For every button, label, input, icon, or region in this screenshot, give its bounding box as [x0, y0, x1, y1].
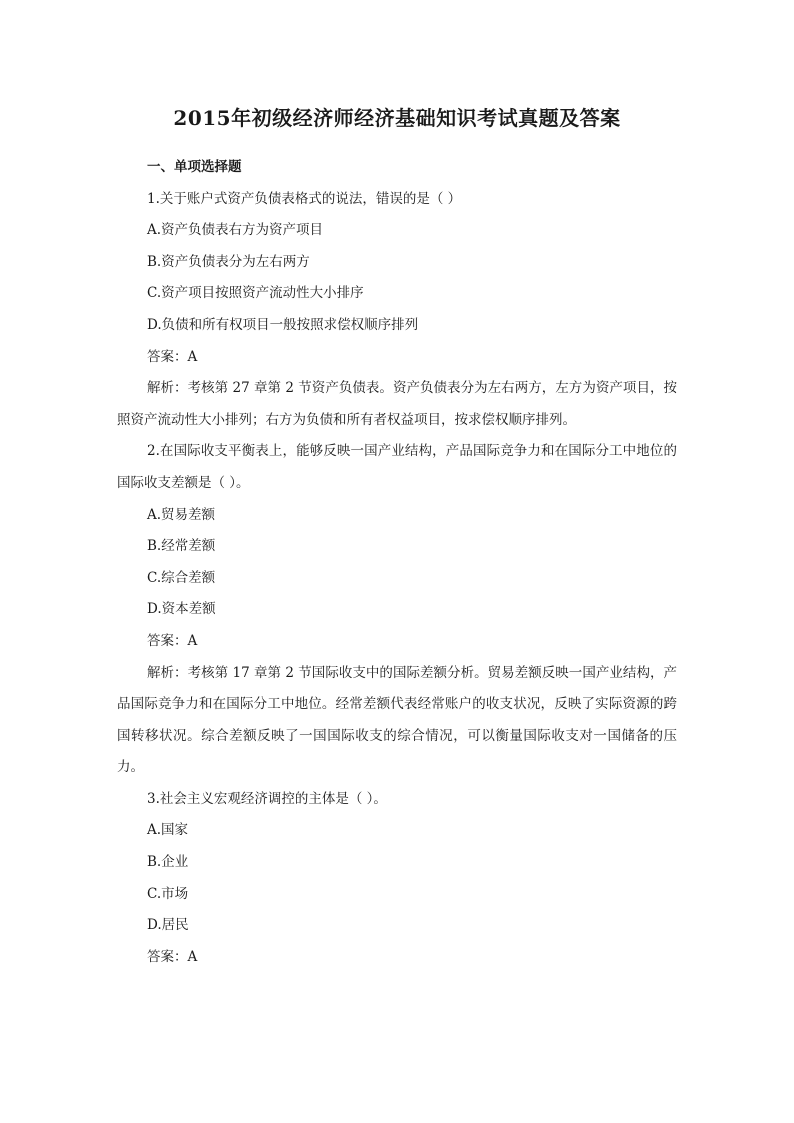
section-heading: 一、单项选择题: [147, 159, 242, 175]
document-title: 2015年初级经济师经济基础知识考试真题及答案: [173, 106, 621, 130]
question-1-option-c: C.资产项目按照资产流动性大小排序: [147, 285, 364, 302]
question-1-stem: 1.关于账户式资产负债表格式的说法，错误的是（ ）: [147, 190, 462, 207]
question-1-option-a: A.资产负债表右方为资产项目: [147, 222, 324, 239]
question-1-option-b: B.资产负债表分为左右两方: [147, 253, 310, 270]
question-2-stem: 2.在国际收支平衡表上，能够反映一国产业结构，产品国际竞争力和在国际分工中地位的国际收支差额是（ ）。: [117, 443, 677, 491]
question-1-option-d: D.负债和所有权项目一般按照求偿权顺序排列: [147, 316, 419, 333]
question-3-option-b: B.企业: [147, 854, 189, 871]
question-2-option-b: B.经常差额: [147, 538, 216, 555]
question-3-option-a: A.国家: [147, 822, 189, 839]
question-1-analysis: 解析：考核第 27 章第 2 节资产负债表。资产负债表分为左右两方，左方为资产项目，按照资产流动性大小排列；右方为负债和所有者权益项目，按求偿权顺序排列。: [117, 380, 677, 428]
question-3-stem: 3.社会主义宏观经济调控的主体是（ ）。: [147, 790, 387, 807]
question-3-answer: 答案：A: [147, 948, 198, 965]
question-2-option-c: C.综合差额: [147, 569, 216, 586]
question-1-answer: 答案：A: [147, 348, 198, 365]
question-3-option-c: C.市场: [147, 885, 189, 902]
question-2-option-a: A.贸易差额: [147, 506, 216, 523]
question-2-option-d: D.资本差额: [147, 601, 216, 618]
question-2-analysis: 解析：考核第 17 章第 2 节国际收支中的国际差额分析。贸易差额反映一国产业结构，产品国际竞争力和在国际分工中地位。经常差额代表经常账户的收支状况，反映了实际资源的跨国转移状况。综合差额反映了一国国际收支的综合情况，可以衡量国际收支对一国储备的压力。: [117, 664, 677, 776]
document-body: [117, 152, 677, 973]
question-3-option-d: D.居民: [147, 917, 189, 934]
question-2-answer: 答案：A: [147, 632, 198, 649]
